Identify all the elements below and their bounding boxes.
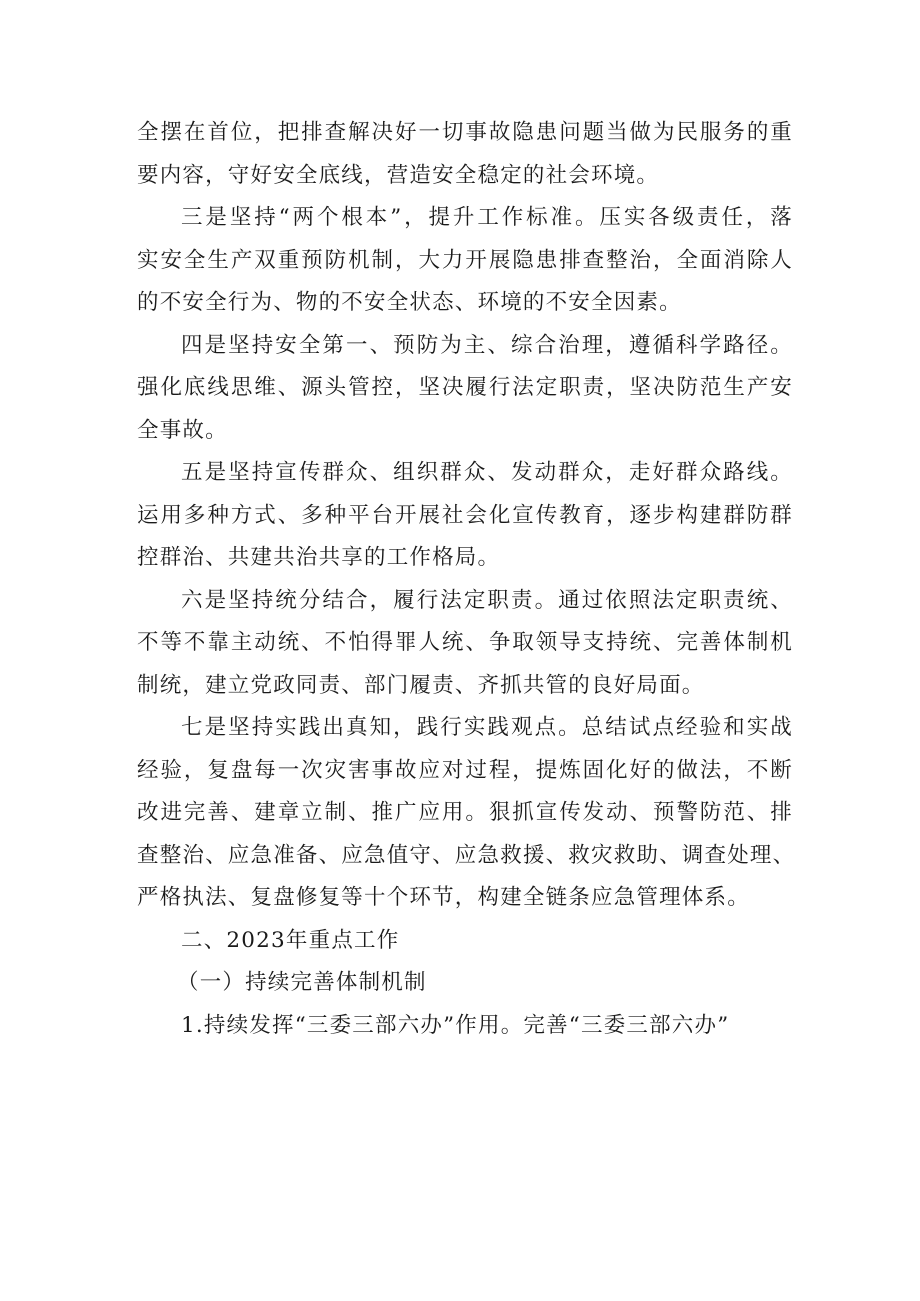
text-line: 查整治、应急准备、应急值守、应急救援、救灾救助、调查处理、 xyxy=(137,842,796,868)
subsection-heading: （一）持续完善体制机制 xyxy=(177,970,427,995)
section-heading: 二、2023年重点工作 xyxy=(181,927,400,953)
paragraph-line: 四是坚持安全第一、预防为主、综合治理，遵循科学路径。 xyxy=(181,332,793,358)
text-line: 经验，复盘每一次灾害事故应对过程，提炼固化好的做法，不断 xyxy=(137,757,793,783)
paragraph-line: 五是坚持宣传群众、组织群众、发动群众，走好群众路线。 xyxy=(181,460,793,485)
paragraph-line: 六是坚持统分结合，履行法定职责。通过依照法定职责统、 xyxy=(181,587,793,613)
text-line: 制统，建立党政同责、部门履责、齐抓共管的良好局面。 xyxy=(137,672,705,698)
paragraph-line: 1.持续发挥“三委三部六办”作用。完善“三委三部六办” xyxy=(181,1012,730,1038)
text-line: 改进完善、建章立制、推广应用。狠抓宣传发动、预警防范、排 xyxy=(137,800,793,825)
text-line: 全摆在首位，把排查解决好一切事故隐患问题当做为民服务的重 xyxy=(137,120,793,145)
paragraph-line: 七是坚持实践出真知，践行实践观点。总结试点经验和实战 xyxy=(181,715,793,740)
text-line: 运用多种方式、多种平台开展社会化宣传教育，逐步构建群防群 xyxy=(137,502,793,528)
text-line: 严格执法、复盘修复等十个环节，构建全链条应急管理体系。 xyxy=(137,885,750,910)
text-line: 要内容，守好安全底线，营造安全稳定的社会环境。 xyxy=(137,162,660,188)
text-line: 全事故。 xyxy=(137,417,228,443)
text-line: 的不安全行为、物的不安全状态、环境的不安全因素。 xyxy=(137,290,682,315)
paragraph-line: 三是坚持“两个根本”，提升工作标准。压实各级责任，落 xyxy=(181,205,793,230)
document-body xyxy=(137,112,796,1047)
text-line: 实安全生产双重预防机制，大力开展隐患排查整治，全面消除人 xyxy=(137,247,793,273)
text-line: 不等不靠主动统、不怕得罪人统、争取领导支持统、完善体制机 xyxy=(137,630,793,655)
text-line: 强化底线思维、源头管控，坚决履行法定职责，坚决防范生产安 xyxy=(137,375,793,400)
text-line: 控群治、共建共治共享的工作格局。 xyxy=(137,545,501,570)
